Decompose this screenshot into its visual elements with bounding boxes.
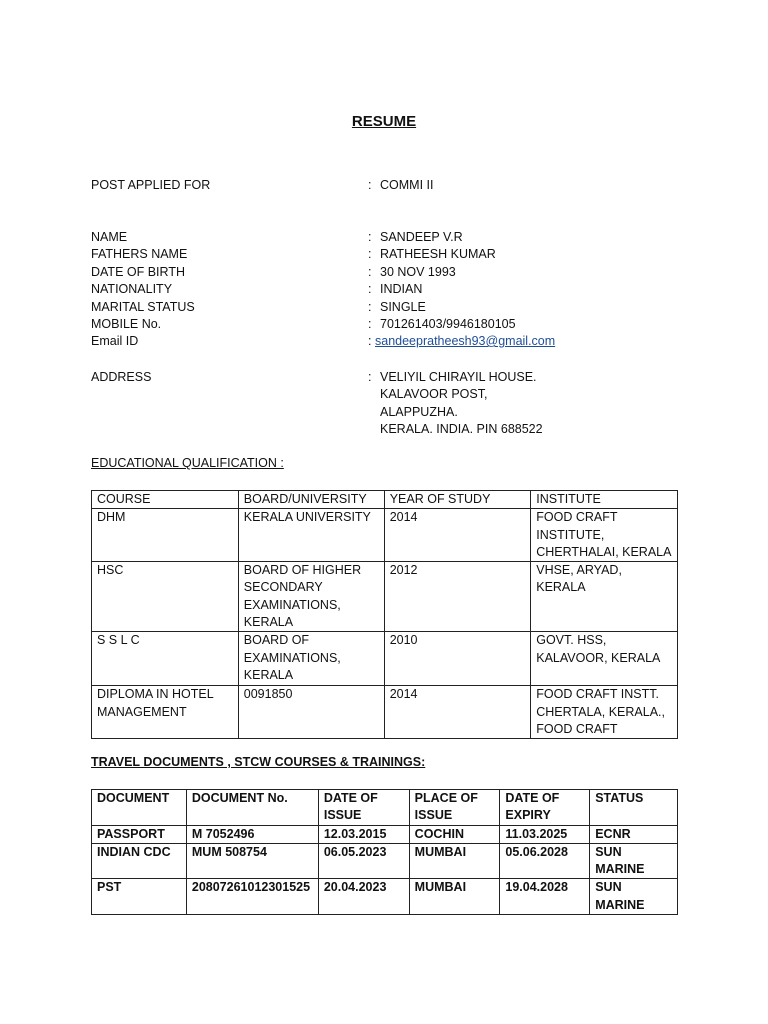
table-cell: 2014: [384, 686, 531, 739]
table-cell: 05.06.2028: [500, 843, 590, 879]
separator: :: [368, 370, 372, 384]
dob-label: DATE OF BIRTH: [91, 265, 185, 279]
separator: :: [368, 230, 372, 244]
table-cell: 20807261012301525: [186, 879, 318, 915]
table-cell: SUN MARINE: [590, 879, 678, 915]
email-label: Email ID: [91, 334, 139, 348]
table-row: [92, 509, 678, 562]
table-cell: 2010: [384, 632, 531, 686]
table-cell: 20.04.2023: [318, 879, 409, 915]
table-cell: 12.03.2015: [318, 825, 409, 843]
table-cell: MUMBAI: [409, 843, 500, 879]
mobile-value: 701261403/9946180105: [380, 317, 516, 331]
table-header-cell: COURSE: [92, 491, 239, 509]
table-row: [92, 825, 678, 843]
table-cell: FOOD CRAFT INSTT. CHERTALA, KERALA., FOOD CRAFT: [531, 686, 678, 739]
separator: :: [368, 334, 372, 348]
table-cell: 2012: [384, 562, 531, 632]
table-cell: GOVT. HSS, KALAVOOR, KERALA: [531, 632, 678, 686]
table-header-cell: BOARD/UNIVERSITY: [238, 491, 384, 509]
table-header-cell: INSTITUTE: [531, 491, 678, 509]
resume-title: RESUME: [351, 113, 417, 130]
address-line: KERALA. INDIA. PIN 688522: [380, 421, 543, 436]
table-row: [92, 879, 678, 915]
table-cell: PASSPORT: [92, 825, 187, 843]
table-cell: HSC: [92, 562, 239, 632]
separator: :: [368, 300, 372, 314]
table-cell: BOARD OF HIGHER SECONDARY EXAMINATIONS, KERALA: [238, 562, 384, 632]
table-row: [92, 686, 678, 739]
mobile-label: MOBILE No.: [91, 317, 162, 331]
address-line: KALAVOOR POST,: [380, 387, 488, 402]
address-block: [380, 369, 543, 438]
address-label: ADDRESS: [91, 370, 152, 384]
table-cell: BOARD OF EXAMINATIONS, KERALA: [238, 632, 384, 686]
table-cell: 2014: [384, 509, 531, 562]
address-line: ALAPPUZHA.: [380, 404, 458, 419]
table-cell: KERALA UNIVERSITY: [238, 509, 384, 562]
table-cell: 19.04.2028: [500, 879, 590, 915]
separator: :: [368, 282, 372, 296]
table-header-row: [92, 491, 678, 509]
address-line: VELIYIL CHIRAYIL HOUSE.: [380, 370, 537, 384]
table-cell: INDIAN CDC: [92, 843, 187, 879]
post-applied-value: COMMI II: [380, 178, 434, 192]
name-value: SANDEEP V.R: [380, 230, 463, 244]
fathers-name-value: RATHEESH KUMAR: [380, 247, 496, 261]
table-row: [92, 843, 678, 879]
table-header-cell: STATUS: [590, 790, 678, 826]
travel-heading: TRAVEL DOCUMENTS , STCW COURSES & TRAININGS:: [91, 755, 426, 769]
travel-documents-table: [91, 789, 678, 915]
table-header-cell: DATE OF ISSUE: [318, 790, 409, 826]
table-header-cell: DOCUMENT: [92, 790, 187, 826]
marital-status-value: SINGLE: [380, 300, 426, 314]
table-cell: COCHIN: [409, 825, 500, 843]
separator: :: [368, 178, 372, 192]
table-cell: 11.03.2025: [500, 825, 590, 843]
table-cell: MUM 508754: [186, 843, 318, 879]
nationality-value: INDIAN: [380, 282, 423, 296]
table-header-cell: DATE OF EXPIRY: [500, 790, 590, 826]
marital-status-label: MARITAL STATUS: [91, 300, 195, 314]
nationality-label: NATIONALITY: [91, 282, 173, 296]
fathers-name-label: FATHERS NAME: [91, 247, 188, 261]
table-cell: 0091850: [238, 686, 384, 739]
table-cell: VHSE, ARYAD, KERALA: [531, 562, 678, 632]
table-cell: MUMBAI: [409, 879, 500, 915]
table-row: [92, 562, 678, 632]
separator: :: [368, 247, 372, 261]
table-header-cell: YEAR OF STUDY: [384, 491, 531, 509]
table-cell: SUN MARINE: [590, 843, 678, 879]
table-cell: ECNR: [590, 825, 678, 843]
table-cell: FOOD CRAFT INSTITUTE, CHERTHALAI, KERALA: [531, 509, 678, 562]
separator: :: [368, 265, 372, 279]
table-header-cell: DOCUMENT No.: [186, 790, 318, 826]
email-link[interactable]: sandeepratheesh93@gmail.com: [375, 334, 556, 348]
table-header-cell: PLACE OF ISSUE: [409, 790, 500, 826]
name-label: NAME: [91, 230, 128, 244]
table-cell: DIPLOMA IN HOTEL MANAGEMENT: [92, 686, 239, 739]
education-heading: EDUCATIONAL QUALIFICATION :: [91, 456, 284, 470]
post-applied-label: POST APPLIED FOR: [91, 178, 211, 192]
table-cell: DHM: [92, 509, 239, 562]
dob-value: 30 NOV 1993: [380, 265, 456, 279]
table-cell: M 7052496: [186, 825, 318, 843]
table-header-row: [92, 790, 678, 826]
separator: :: [368, 317, 372, 331]
table-cell: PST: [92, 879, 187, 915]
education-table: [91, 490, 678, 739]
table-cell: S S L C: [92, 632, 239, 686]
table-cell: 06.05.2023: [318, 843, 409, 879]
table-row: [92, 632, 678, 686]
